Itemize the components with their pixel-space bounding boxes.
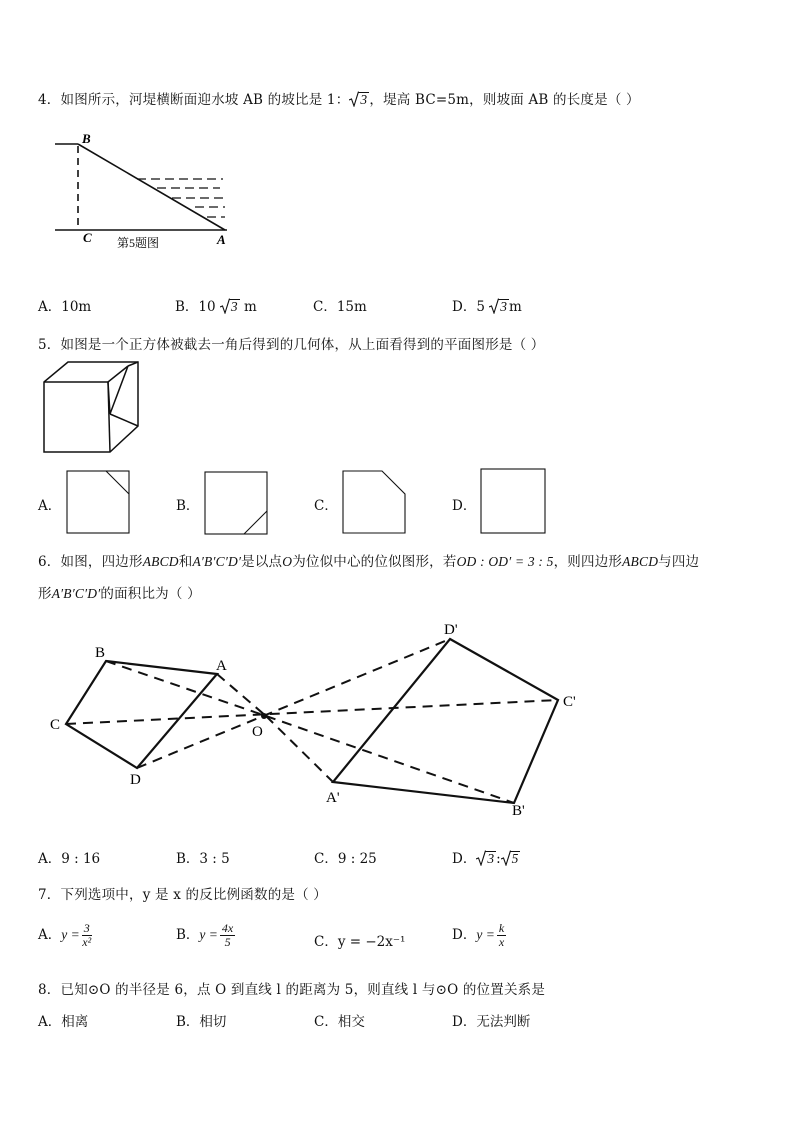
q8-option-d[interactable]: D．无法判断 — [452, 1014, 531, 1030]
q6-label-c: C — [50, 717, 61, 733]
q4-label-a: A — [217, 232, 226, 247]
question-4-stem — [38, 88, 640, 108]
q4-embankment-figure — [45, 128, 245, 252]
q6-homothety-figure — [40, 612, 600, 826]
q6-label-d: D — [130, 772, 141, 788]
q5-option-d-figure — [480, 468, 546, 534]
q4-text-part2: ，堤高 BC=5m，则坡面 AB 的长度是（ ） — [369, 92, 640, 108]
q6-label-ap: A' — [326, 790, 340, 806]
question-6-stem-line1: 6．如图，四边形ABCD和A′B′C′D′是以点O为位似中心的位似图形，若OD : OD′ = 3 : 5，则四边形ABCD与四边 — [38, 554, 700, 570]
q4-label-c: C — [83, 230, 92, 245]
q4-option-d[interactable]: D．5 3 m — [452, 299, 522, 315]
q4-option-b[interactable]: B．10 3 m — [175, 299, 257, 315]
q7-option-b[interactable]: B．y = $\frac{4x}{5}$ — [176, 921, 234, 949]
q6-option-b[interactable]: B．3 : 5 — [176, 851, 230, 867]
q6-label-cp: C' — [563, 694, 576, 710]
q4-caption: 第5题图 — [117, 236, 160, 250]
q6-label-dp: D' — [444, 622, 458, 638]
q6-label-a: A — [216, 658, 227, 674]
q5-cube-figure — [40, 358, 140, 458]
q7-option-c[interactable]: C．y = −2x⁻¹ — [314, 934, 406, 950]
q6-label-bp: B' — [512, 803, 525, 819]
q7-option-d[interactable]: D．y = $\frac{k}{x}$ — [452, 921, 505, 949]
q4-sqrt: 3 — [349, 92, 369, 108]
q4-text-part1: 4．如图所示，河堤横断面迎水坡 AB 的坡比是 1： — [38, 92, 350, 108]
q5-option-c[interactable]: C． — [314, 498, 338, 514]
q7-option-a[interactable]: A．y = $\frac{3}{\text{x²}}$ — [38, 921, 92, 949]
q8-option-a[interactable]: A．相离 — [38, 1014, 89, 1030]
q8-option-b[interactable]: B．相切 — [176, 1014, 227, 1030]
q5-option-a-figure — [66, 470, 130, 534]
q5-option-a[interactable]: A． — [38, 498, 62, 514]
q4-label-b: B — [82, 131, 91, 146]
q6-option-d[interactable]: D． 3 : 5 — [452, 851, 519, 867]
question-7-stem: 7．下列选项中，y 是 x 的反比例函数的是（ ） — [38, 887, 327, 903]
q5-option-c-figure — [342, 470, 406, 534]
q5-option-b-figure — [204, 471, 268, 535]
q6-option-c[interactable]: C．9 : 25 — [314, 851, 377, 867]
q6-option-a[interactable]: A．9 : 16 — [38, 851, 101, 867]
question-6-stem-line2: 形A′B′C′D′的面积比为（ ） — [38, 586, 201, 602]
q5-option-b[interactable]: B． — [176, 498, 200, 514]
q4-option-a[interactable]: A．10m — [38, 299, 92, 315]
q6-label-o: O — [252, 724, 263, 740]
q5-option-d[interactable]: D． — [452, 498, 477, 514]
question-8-stem: 8．已知⊙O 的半径是 6，点 O 到直线 l 的距离为 5，则直线 l 与⊙O 的位置关系是 — [38, 982, 546, 998]
q6-label-b: B — [95, 645, 106, 661]
q8-option-c[interactable]: C．相交 — [314, 1014, 365, 1030]
question-5-stem: 5．如图是一个正方体被截去一角后得到的几何体，从上面看得到的平面图形是（ ） — [38, 337, 545, 353]
q4-option-c[interactable]: C．15m — [313, 299, 367, 315]
